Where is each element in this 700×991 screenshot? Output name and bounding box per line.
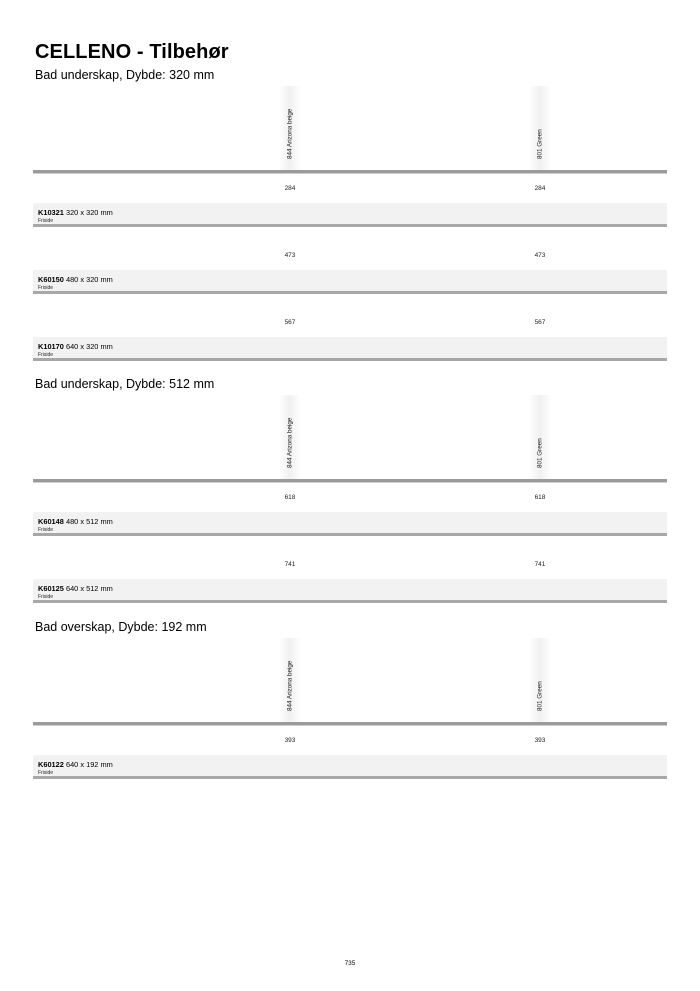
section-title: Bad overskap, Dybde: 192 mm — [35, 620, 207, 634]
color-column-arizona-beige — [279, 86, 301, 170]
color-label: 844 Arizona beige — [286, 108, 294, 159]
dimensions: 480 x 320 mm — [65, 275, 113, 284]
color-column-arizona-beige — [279, 638, 301, 722]
header-divider — [33, 722, 667, 726]
product-code — [38, 208, 113, 217]
header-divider — [33, 170, 667, 174]
price-arizona-beige: 567 — [284, 319, 296, 326]
dimensions: 480 x 512 mm — [65, 517, 113, 526]
row-divider — [33, 358, 667, 361]
color-header — [33, 638, 667, 722]
row-band — [33, 755, 667, 776]
row-subtext: Friside — [38, 352, 54, 358]
dimensions: 320 x 320 mm — [65, 208, 113, 217]
price-green: 284 — [534, 185, 546, 192]
color-label: 844 Arizona beige — [286, 660, 294, 711]
row-subtext: Friside — [38, 594, 54, 600]
price-green: 567 — [534, 319, 546, 326]
row-band — [33, 337, 667, 358]
row-subtext: Friside — [38, 770, 54, 776]
page-number: 735 — [344, 960, 356, 967]
article-number: K10170 — [38, 342, 64, 351]
table-row — [33, 484, 667, 551]
price-green: 473 — [534, 252, 546, 259]
row-subtext: Friside — [38, 527, 54, 533]
product-code — [38, 760, 113, 769]
color-header — [33, 86, 667, 170]
section-title: Bad underskap, Dybde: 320 mm — [35, 68, 215, 82]
product-code — [38, 517, 113, 526]
row-band — [33, 203, 667, 224]
article-number: K60150 — [38, 275, 64, 284]
price-green: 618 — [534, 494, 546, 501]
product-code — [38, 584, 113, 593]
product-code — [38, 275, 113, 284]
color-label: 801 Green — [536, 129, 544, 159]
color-label: 801 Green — [536, 438, 544, 468]
price-arizona-beige: 618 — [284, 494, 296, 501]
color-column-green — [529, 86, 551, 170]
article-number: K60122 — [38, 760, 64, 769]
color-column-arizona-beige — [279, 395, 301, 479]
price-arizona-beige: 284 — [284, 185, 296, 192]
table-row — [33, 727, 667, 794]
price-arizona-beige: 473 — [284, 252, 296, 259]
row-divider — [33, 776, 667, 779]
row-divider — [33, 600, 667, 603]
color-label: 801 Green — [536, 681, 544, 711]
table-row — [33, 551, 667, 618]
product-code — [38, 342, 113, 351]
table-row — [33, 309, 667, 376]
color-column-green — [529, 395, 551, 479]
dimensions: 640 x 512 mm — [65, 584, 113, 593]
article-number: K10321 — [38, 208, 64, 217]
color-column-green — [529, 638, 551, 722]
price-arizona-beige: 741 — [284, 561, 296, 568]
article-number: K60148 — [38, 517, 64, 526]
row-subtext: Friside — [38, 218, 54, 224]
row-subtext: Friside — [38, 285, 54, 291]
table-row — [33, 175, 667, 242]
price-green: 741 — [534, 561, 546, 568]
row-divider — [33, 224, 667, 227]
section-title: Bad underskap, Dybde: 512 mm — [35, 377, 215, 391]
row-divider — [33, 533, 667, 536]
color-header — [33, 395, 667, 479]
article-number: K60125 — [38, 584, 64, 593]
table-row — [33, 242, 667, 309]
row-band — [33, 512, 667, 533]
price-arizona-beige: 393 — [284, 737, 296, 744]
price-green: 393 — [534, 737, 546, 744]
header-divider — [33, 479, 667, 483]
color-label: 844 Arizona beige — [286, 417, 294, 468]
dimensions: 640 x 192 mm — [65, 760, 113, 769]
row-divider — [33, 291, 667, 294]
page-title: CELLENO - Tilbehør — [35, 41, 229, 63]
dimensions: 640 x 320 mm — [65, 342, 113, 351]
row-band — [33, 579, 667, 600]
row-band — [33, 270, 667, 291]
